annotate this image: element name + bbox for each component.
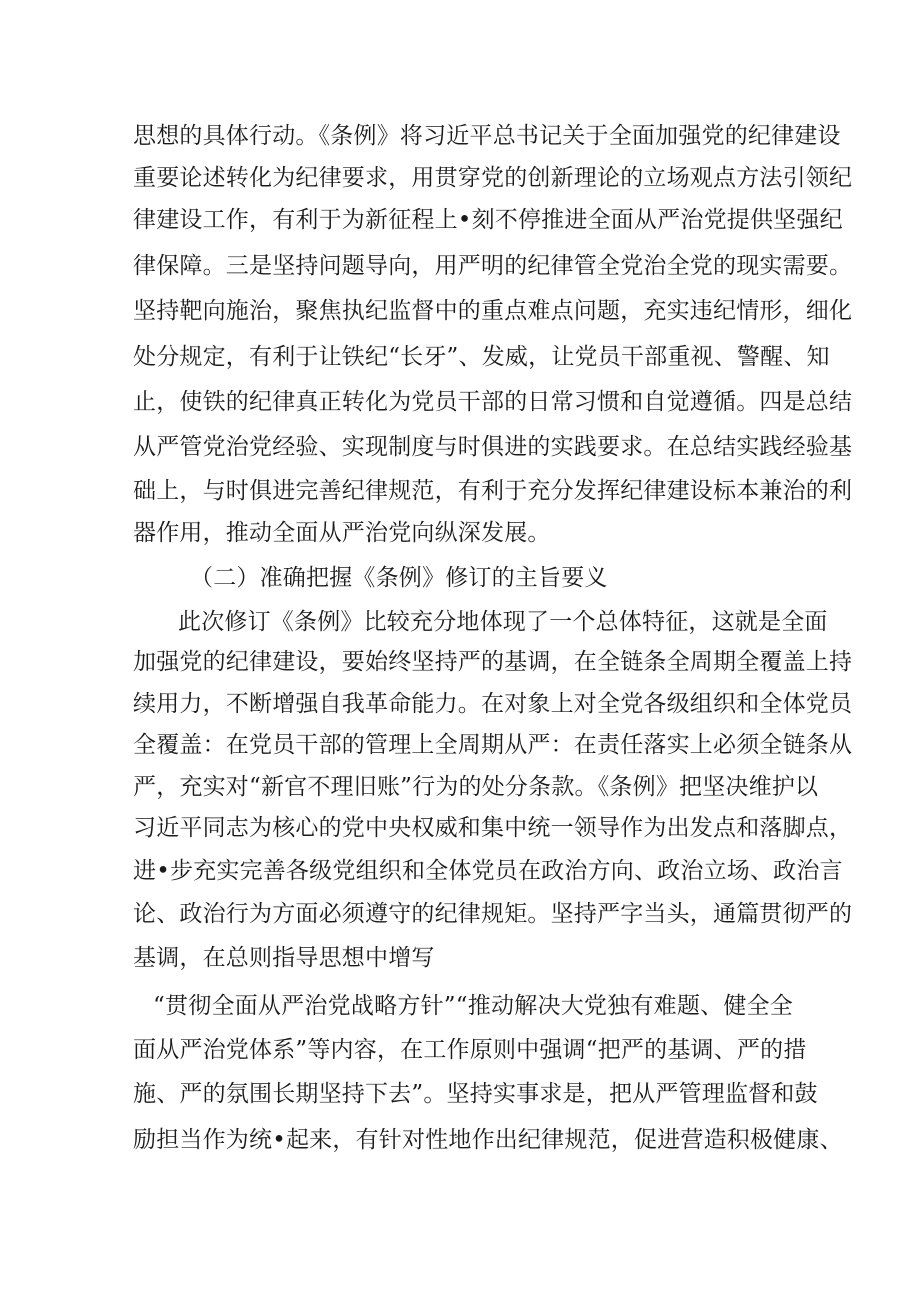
text-line: 进•步充实完善各级党组织和全体党员在政治方向、政治立场、政治言	[133, 858, 843, 884]
text-line: 基调，在总则指导思想中增写	[133, 945, 435, 971]
text-line: 此次修订《条例》比较充分地体现了一个总体特征，这就是全面	[178, 609, 828, 635]
text-line: 习近平同志为核心的党中央权威和集中统一领导作为出发点和落脚点，	[133, 815, 853, 841]
text-line: 施、严的氛围长期坚持下去”。坚持实事求是，把从严管理监督和鼓	[133, 1081, 818, 1107]
text-line: 律建设工作，有利于为新征程上•刻不停推进全面从严治党提供坚强纪	[133, 207, 843, 233]
text-line: 全覆盖：在党员干部的管理上全周期从严：在责任落实上必须全链条从	[133, 732, 853, 758]
text-line: 严，充实对“新官不理旧账”行为的处分条款。《条例》把坚决维护以	[133, 774, 819, 800]
section-heading: （二）准确把握《条例》修订的主旨要义	[190, 565, 608, 591]
text-line: 律保障。三是坚持问题导向，用严明的纪律管全党治全党的现实需要。	[133, 253, 853, 279]
text-line: 止，使铁的纪律真正转化为党员干部的日常习惯和自觉遵循。四是总结	[133, 389, 853, 415]
text-line: 思想的具体行动。《条例》将习近平总书记关于全面加强党的纪律建设	[133, 123, 841, 149]
text-line: 励担当作为统•起来，有针对性地作出纪律规范，促进营造积极健康、	[133, 1127, 843, 1153]
text-line: 重要论述转化为纪律要求，用贯穿党的创新理论的立场观点方法引领纪	[133, 165, 853, 191]
text-line: 从严管党治党经验、实现制度与时俱进的实践要求。在总结实践经验基	[133, 434, 853, 460]
text-line: 器作用，推动全面从严治党向纵深发展。	[133, 520, 551, 546]
text-line: 坚持靶向施治，聚焦执纪监督中的重点难点问题，充实违纪情形，细化	[133, 298, 853, 324]
text-line: 础上，与时俱进完善纪律规范，有利于充分发挥纪律建设标本兼治的利	[133, 478, 853, 504]
text-line: “贯彻全面从严治党战略方针”“推动解决大党独有难题、健全全	[153, 993, 793, 1019]
text-line: 续用力，不断增强自我革命能力。在对象上对全党各级组织和全体党员	[133, 691, 853, 717]
text-line: 加强党的纪律建设，要始终坚持严的基调，在全链条全周期全覆盖上持	[133, 649, 853, 675]
text-line: 论、政治行为方面必须遵守的纪律规矩。坚持严字当头，通篇贯彻严的	[133, 901, 853, 927]
text-line: 面从严治党体系”等内容，在工作原则中强调“把严的基调、严的措	[133, 1037, 807, 1063]
text-line: 处分规定，有利于让铁纪“长牙”、发威，让党员干部重视、警醒、知	[133, 344, 830, 370]
